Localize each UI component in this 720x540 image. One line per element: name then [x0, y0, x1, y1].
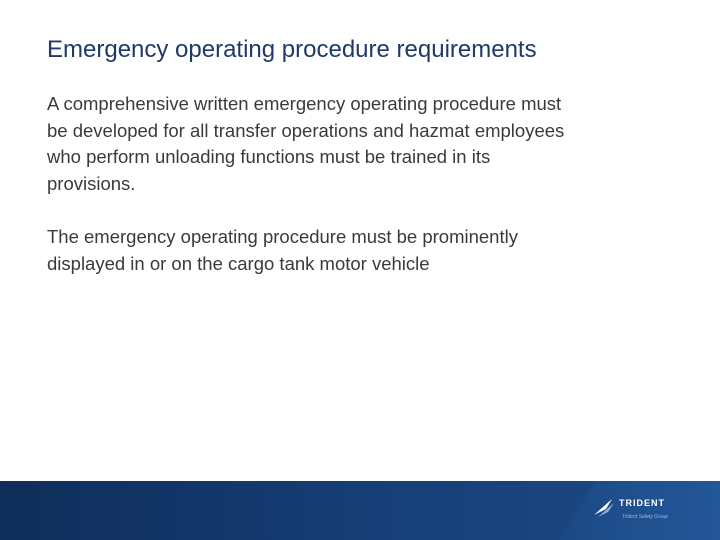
body-paragraph: A comprehensive written emergency operating procedure must be developed for all transfer operations and hazmat employees who perform unloading functions must be trained in its provisions. — [47, 93, 565, 194]
body-paragraph: The emergency operating procedure must be prominently displayed in or on the cargo tank motor vehicle — [47, 226, 518, 274]
logo-wordmark: TRIDENT — [619, 498, 665, 508]
trident-logo-icon — [592, 497, 616, 519]
trident-logo — [592, 494, 682, 526]
logo-tagline: Trident Safety Group — [622, 514, 669, 520]
slide-title: Emergency operating procedure requirements — [47, 36, 537, 63]
slide-body — [47, 91, 687, 304]
